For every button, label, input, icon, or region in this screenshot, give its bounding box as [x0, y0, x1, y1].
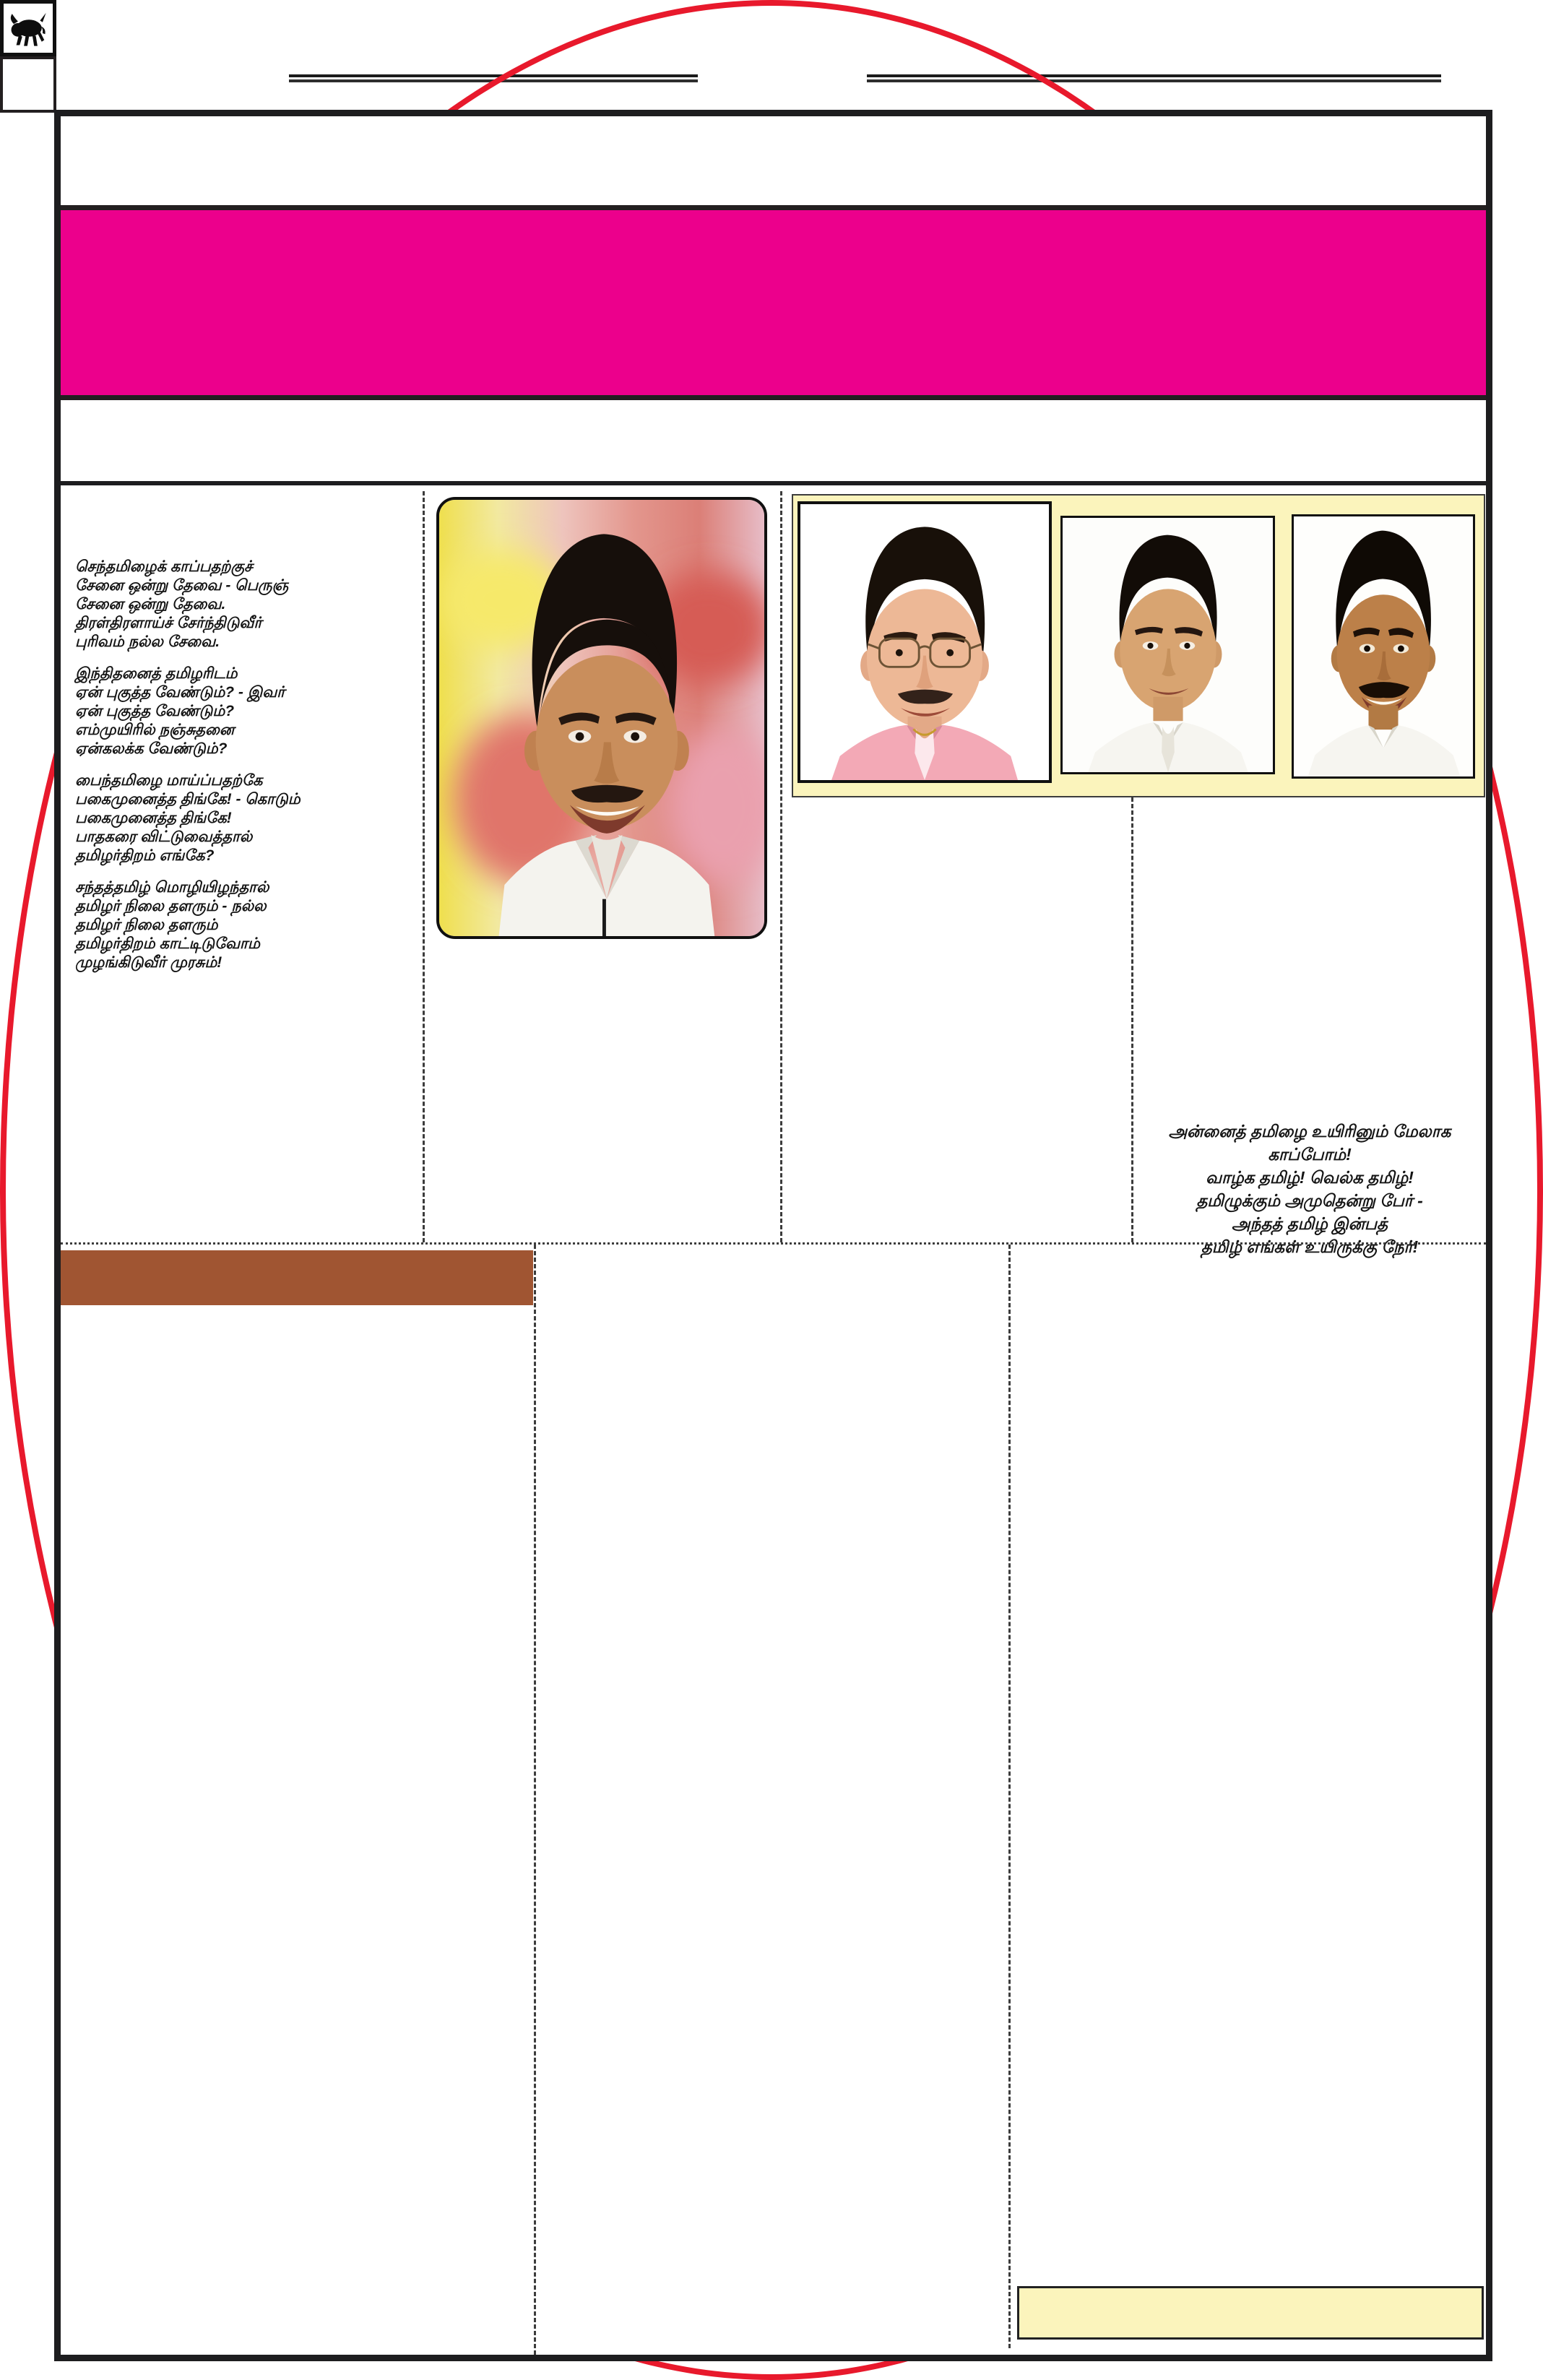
- poem-line: புரிவம் நல்ல சேவை.: [75, 633, 220, 650]
- poem-line: திரள்திரளாய்ச் சேர்ந்திடுவீர்: [75, 615, 262, 631]
- column-divider: [780, 491, 782, 1242]
- ring-emblem-icon: [0, 56, 56, 113]
- verse-line: அன்னைத் தமிழை உயிரினும் மேலாக காப்போம்!: [1168, 1122, 1451, 1164]
- poem-line: பகைமுனைத்த திங்கே!: [75, 810, 232, 826]
- portrait-a-photo: [798, 501, 1052, 783]
- bull-icon: [4, 4, 53, 53]
- poem-stanza: [75, 558, 400, 652]
- poem-line: சந்தத்தமிழ் மொழியிழந்தால்: [75, 879, 269, 896]
- poem-line: தமிழர் நிலை தளரும்: [75, 917, 218, 933]
- brown-header-bar: [61, 1250, 533, 1305]
- column-divider: [534, 1245, 536, 2355]
- verse-line: வாழ்க தமிழ்! வெல்க தமிழ்!: [1206, 1168, 1414, 1187]
- poem-line: எம்முயிரில் நஞ்சுதனை: [75, 722, 235, 738]
- column-divider: [1131, 797, 1133, 1242]
- column-divider: [423, 491, 425, 1242]
- poem-column: [75, 558, 400, 985]
- poem-line: தமிழர் நிலை தளரும் - நல்ல: [75, 898, 267, 914]
- poem-line: சேனை ஒன்று தேவை - பெருஞ்: [75, 577, 289, 594]
- verse-line: அந்தத் தமிழ் இன்பத்: [1232, 1214, 1388, 1233]
- poem-line: இந்திதனைத் தமிழரிடம்: [75, 665, 238, 682]
- poem-line: பகைமுனைத்த திங்கே! - கொடும்: [75, 791, 301, 808]
- poem-stanza: [75, 665, 400, 758]
- poem-line: தமிழர்திறம் காட்டிடுவோம்: [75, 935, 260, 952]
- poem-stanza: [75, 878, 400, 972]
- verse-line: தமிழ் எங்கள் உயிருக்கு நேர்!: [1201, 1237, 1419, 1256]
- bull-emblem-icon: [0, 0, 56, 56]
- portrait-b-photo: [1060, 516, 1275, 774]
- section-divider-line: [61, 481, 1486, 485]
- column-divider: [1008, 1245, 1011, 2348]
- poem-line: செந்தமிழைக் காப்பதற்குச்: [75, 558, 253, 575]
- portrait-c-photo: [1292, 514, 1475, 779]
- section-divider-dotted: [61, 1242, 1486, 1245]
- verse-line: தமிழுக்கும் அமுதென்று பேர் -: [1196, 1191, 1423, 1210]
- bottom-yellow-box: [1017, 2286, 1484, 2340]
- poem-line: தமிழர்திறம் எங்கே?: [75, 847, 215, 864]
- verse-block: [1143, 1120, 1477, 1258]
- poem-line: ஏன் புகுத்த வேண்டும்?: [75, 703, 235, 719]
- pink-banner: [61, 205, 1486, 400]
- poem-line: சேனை ஒன்று தேவை.: [75, 596, 226, 613]
- poem-line: பாதகரை விட்டுவைத்தால்: [75, 828, 253, 845]
- poem-line: ஏன்கலக்க வேண்டும்?: [75, 740, 228, 757]
- poem-line: ஏன் புகுத்த வேண்டும்? - இவர்: [75, 684, 285, 701]
- poem-stanza: [75, 771, 400, 865]
- poem-line: பைந்தமிழை மாய்ப்பதற்கே: [75, 772, 263, 789]
- main-portrait-photo: [436, 497, 767, 939]
- poem-line: முழங்கிடுவீர் முரசும்!: [75, 954, 222, 971]
